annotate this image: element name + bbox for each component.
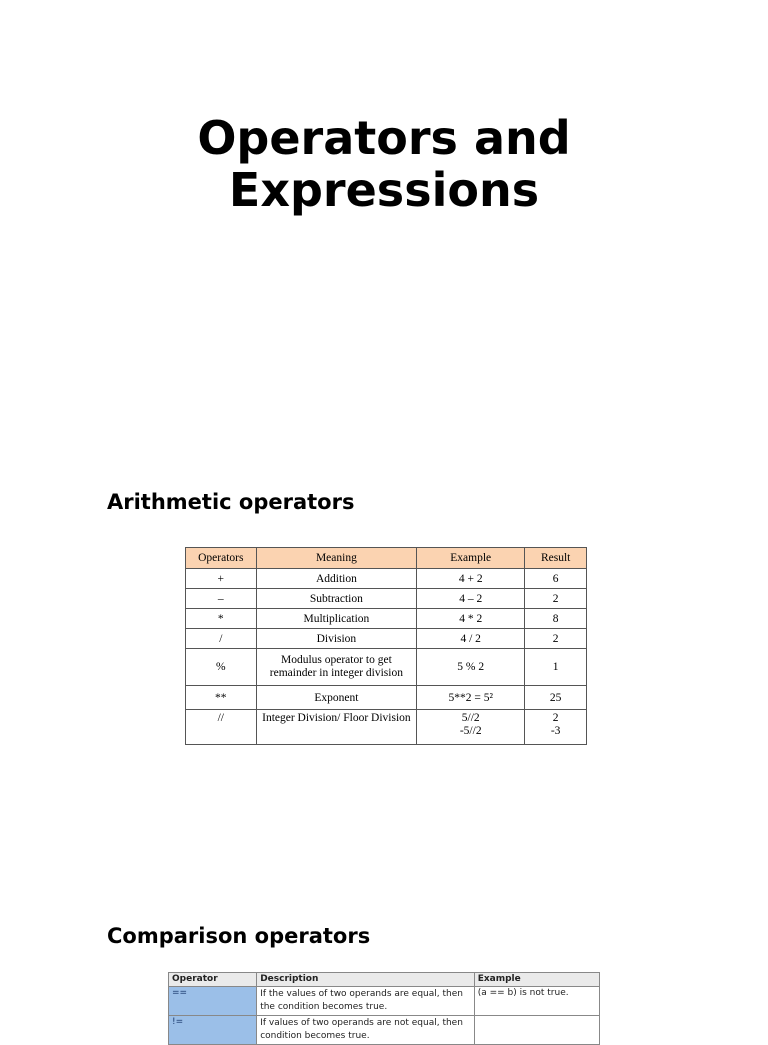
- operator-cell: //: [186, 710, 257, 745]
- meaning-cell: Multiplication: [256, 609, 417, 629]
- operator-cell: **: [186, 686, 257, 710]
- operator-cell: –: [186, 589, 257, 609]
- arithmetic-heading: Arithmetic operators: [107, 490, 355, 514]
- table-row: [169, 1016, 600, 1045]
- operator-cell: +: [186, 569, 257, 589]
- example-cell: 4 * 2: [417, 609, 525, 629]
- table-row: [186, 589, 587, 609]
- header-meaning: Meaning: [256, 548, 417, 569]
- header-example: Example: [417, 548, 525, 569]
- meaning-line-2: remainder in integer division: [269, 667, 403, 679]
- result-cell: 2: [525, 629, 587, 649]
- example-cell: 5 % 2: [417, 649, 525, 686]
- description-cell: [257, 1016, 475, 1045]
- operator-cell: !=: [169, 1016, 257, 1045]
- operator-cell: *: [186, 609, 257, 629]
- header-result: Result: [525, 548, 587, 569]
- result-cell: 6: [525, 569, 587, 589]
- example-line-2: -5//2: [459, 725, 482, 737]
- example-cell: 4 / 2: [417, 629, 525, 649]
- meaning-cell: Integer Division/ Floor Division: [256, 710, 417, 745]
- page-title: [0, 112, 768, 216]
- title-line-2: Expressions: [228, 163, 540, 217]
- meaning-cell: Division: [256, 629, 417, 649]
- operator-cell: /: [186, 629, 257, 649]
- meaning-line-1: Modulus operator to get: [280, 654, 392, 666]
- comparison-operators-table: [168, 972, 600, 1045]
- description-cell: [257, 987, 475, 1016]
- operator-cell: ==: [169, 987, 257, 1016]
- meaning-cell: Addition: [256, 569, 417, 589]
- meaning-cell: [256, 649, 417, 686]
- result-line-2: -3: [550, 725, 561, 737]
- table-row: [186, 629, 587, 649]
- result-cell: [525, 710, 587, 745]
- header-example: Example: [474, 973, 599, 987]
- table-row: [169, 987, 600, 1016]
- header-operator: Operator: [169, 973, 257, 987]
- meaning-cell: Exponent: [256, 686, 417, 710]
- operator-cell: %: [186, 649, 257, 686]
- table-row: [186, 569, 587, 589]
- table-row: [186, 710, 587, 745]
- result-cell: 1: [525, 649, 587, 686]
- example-cell: 5**2 = 5²: [417, 686, 525, 710]
- example-cell: [474, 1016, 599, 1045]
- example-cell: 4 + 2: [417, 569, 525, 589]
- example-line-1: 5//2: [461, 712, 480, 724]
- table-header-row: [169, 973, 600, 987]
- description-line-1: If the values of two operands are equal, then: [260, 989, 463, 999]
- header-description: Description: [257, 973, 475, 987]
- description-line-1: If values of two operands are not equal, then: [260, 1018, 463, 1028]
- example-cell: 4 – 2: [417, 589, 525, 609]
- result-cell: 25: [525, 686, 587, 710]
- result-cell: 2: [525, 589, 587, 609]
- result-line-1: 2: [552, 712, 559, 724]
- header-operators: Operators: [186, 548, 257, 569]
- title-line-1: Operators and: [197, 111, 571, 165]
- meaning-cell: Subtraction: [256, 589, 417, 609]
- table-row: [186, 609, 587, 629]
- description-line-2: the condition becomes true.: [260, 1002, 388, 1012]
- result-cell: 8: [525, 609, 587, 629]
- table-row: [186, 686, 587, 710]
- example-cell: [417, 710, 525, 745]
- table-row: [186, 649, 587, 686]
- table-header-row: [186, 548, 587, 569]
- example-cell: (a == b) is not true.: [474, 987, 599, 1016]
- comparison-heading: Comparison operators: [107, 924, 371, 948]
- arithmetic-operators-table: [185, 547, 587, 745]
- description-line-2: condition becomes true.: [260, 1031, 370, 1041]
